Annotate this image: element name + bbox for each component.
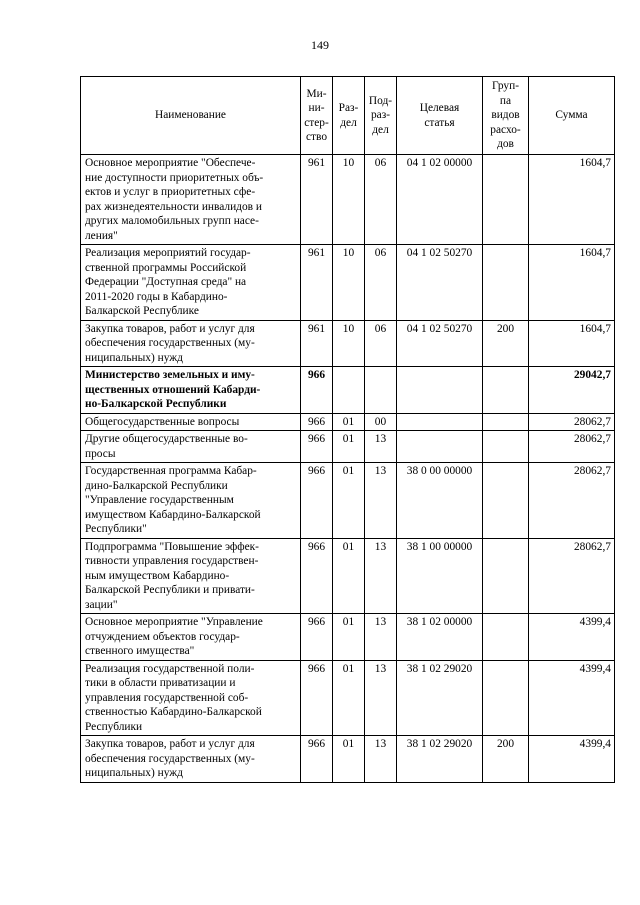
header-name: Наименование	[81, 77, 301, 155]
row-name-cell: Общегосударственные вопросы	[81, 413, 301, 431]
amount-cell: 28062,7	[529, 538, 615, 614]
target-article-cell: 38 1 00 00000	[397, 538, 483, 614]
row-name-cell: Основное мероприятие "Управление отчуждением объектов государ- ственного имущества"	[81, 614, 301, 661]
amount-cell: 1604,7	[529, 245, 615, 321]
table-row	[81, 155, 615, 245]
row-name-cell: Министерство земельных и иму- щественных отношений Кабарди- но-Балкарской Республики	[81, 367, 301, 414]
section-cell: 01	[333, 463, 365, 539]
row-name-cell: Закупка товаров, работ и услуг для обеспечения государственных (му- ниципальных) нужд	[81, 320, 301, 367]
target-article-cell	[397, 431, 483, 463]
amount-cell: 4399,4	[529, 660, 615, 736]
page-number: 149	[311, 38, 329, 52]
expense-group-cell	[483, 431, 529, 463]
table-row	[81, 538, 615, 614]
target-article-cell: 04 1 02 00000	[397, 155, 483, 245]
expense-group-cell	[483, 367, 529, 414]
ministry-cell: 966	[301, 413, 333, 431]
amount-cell: 4399,4	[529, 736, 615, 783]
expense-group-cell	[483, 155, 529, 245]
expense-group-cell	[483, 660, 529, 736]
amount-cell: 28062,7	[529, 413, 615, 431]
ministry-cell: 966	[301, 614, 333, 661]
target-article-cell	[397, 367, 483, 414]
expense-group-cell	[483, 614, 529, 661]
table-row	[81, 736, 615, 783]
target-article-cell: 04 1 02 50270	[397, 320, 483, 367]
table-row	[81, 660, 615, 736]
amount-cell: 28062,7	[529, 463, 615, 539]
expense-group-cell	[483, 413, 529, 431]
row-name-cell: Подпрограмма "Повышение эффек- тивности управления государствен- ным имуществом Кабардино- Балкарской Республики и привати- зации"	[81, 538, 301, 614]
ministry-cell: 966	[301, 660, 333, 736]
subsection-cell: 13	[365, 736, 397, 783]
ministry-cell: 966	[301, 736, 333, 783]
row-name-cell: Другие общегосударственные во- просы	[81, 431, 301, 463]
section-cell: 01	[333, 413, 365, 431]
subsection-cell: 13	[365, 463, 397, 539]
subsection-cell: 06	[365, 155, 397, 245]
target-article-cell: 38 1 02 00000	[397, 614, 483, 661]
row-name-cell: Реализация мероприятий государ- ственной программы Российской Федерации "Доступная среда" на 2011-2020 годы в Кабардино- Балкарской Республике	[81, 245, 301, 321]
header-amount: Сумма	[529, 77, 615, 155]
expense-group-cell	[483, 463, 529, 539]
header-expense-group: Груп- па видов расхо- дов	[483, 77, 529, 155]
table-row	[81, 367, 615, 414]
amount-cell: 28062,7	[529, 431, 615, 463]
target-article-cell: 38 0 00 00000	[397, 463, 483, 539]
section-cell	[333, 367, 365, 414]
ministry-cell: 961	[301, 320, 333, 367]
row-name-cell: Закупка товаров, работ и услуг для обеспечения государственных (му- ниципальных) нужд	[81, 736, 301, 783]
section-cell: 10	[333, 245, 365, 321]
section-cell: 01	[333, 660, 365, 736]
expense-group-cell: 200	[483, 736, 529, 783]
expense-group-cell: 200	[483, 320, 529, 367]
subsection-cell: 06	[365, 320, 397, 367]
header-ministry: Ми- ни- стер- ство	[301, 77, 333, 155]
row-name-cell: Реализация государственной поли- тики в области приватизации и управления государственной соб- ственностью Кабардино-Балкарской Республики	[81, 660, 301, 736]
ministry-cell: 966	[301, 463, 333, 539]
section-cell: 10	[333, 155, 365, 245]
header-target-article: Целевая статья	[397, 77, 483, 155]
table-row	[81, 320, 615, 367]
subsection-cell: 06	[365, 245, 397, 321]
amount-cell: 29042,7	[529, 367, 615, 414]
section-cell: 01	[333, 538, 365, 614]
table-row	[81, 614, 615, 661]
section-cell: 10	[333, 320, 365, 367]
subsection-cell: 13	[365, 660, 397, 736]
section-cell: 01	[333, 431, 365, 463]
ministry-cell: 961	[301, 245, 333, 321]
amount-cell: 4399,4	[529, 614, 615, 661]
ministry-cell: 961	[301, 155, 333, 245]
table-row	[81, 413, 615, 431]
subsection-cell: 00	[365, 413, 397, 431]
table-row	[81, 431, 615, 463]
subsection-cell: 13	[365, 614, 397, 661]
subsection-cell: 13	[365, 431, 397, 463]
ministry-cell: 966	[301, 431, 333, 463]
table-row	[81, 463, 615, 539]
target-article-cell: 38 1 02 29020	[397, 736, 483, 783]
row-name-cell: Основное мероприятие "Обеспече- ние доступности приоритетных объ- ектов и услуг в приоритетных сфе- рах жизнедеятельности инвалидов и других маломобильных групп насе- ления"	[81, 155, 301, 245]
budget-table	[80, 76, 615, 783]
section-cell: 01	[333, 736, 365, 783]
target-article-cell: 38 1 02 29020	[397, 660, 483, 736]
subsection-cell: 13	[365, 538, 397, 614]
expense-group-cell	[483, 245, 529, 321]
row-name-cell: Государственная программа Кабар- дино-Балкарской Республики "Управление государственным имуществом Кабардино-Балкарской Республики"	[81, 463, 301, 539]
header-subsection: Под- раз- дел	[365, 77, 397, 155]
subsection-cell	[365, 367, 397, 414]
expense-group-cell	[483, 538, 529, 614]
table-header-row	[81, 77, 615, 155]
section-cell: 01	[333, 614, 365, 661]
header-section: Раз- дел	[333, 77, 365, 155]
amount-cell: 1604,7	[529, 155, 615, 245]
ministry-cell: 966	[301, 367, 333, 414]
amount-cell: 1604,7	[529, 320, 615, 367]
table-row	[81, 245, 615, 321]
target-article-cell: 04 1 02 50270	[397, 245, 483, 321]
ministry-cell: 966	[301, 538, 333, 614]
target-article-cell	[397, 413, 483, 431]
